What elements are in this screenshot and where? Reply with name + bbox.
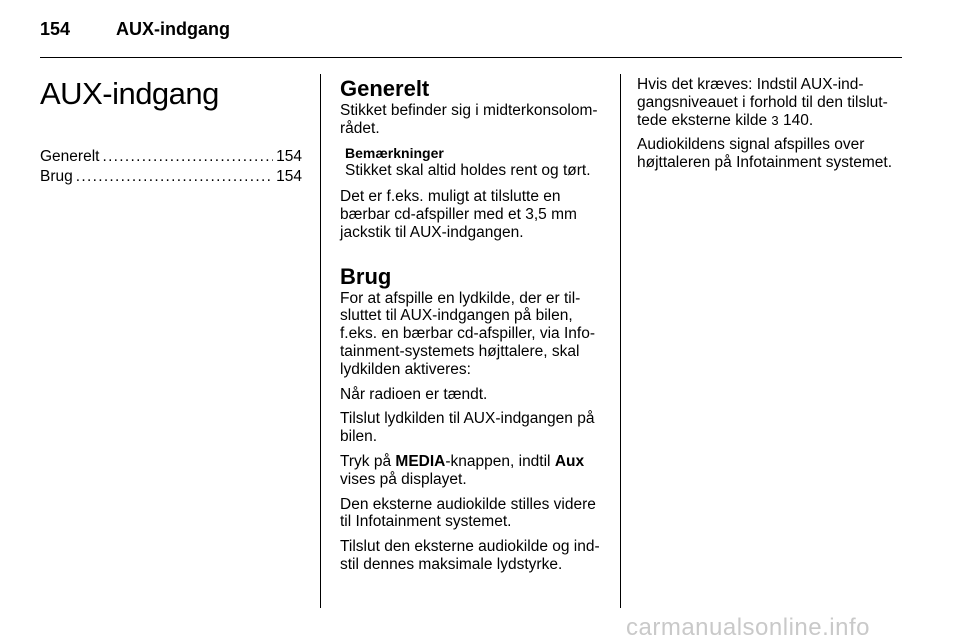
paragraph: Når radioen er tændt.	[340, 385, 488, 403]
note-title: Bemærkninger	[345, 144, 444, 161]
paragraph: Audiokildens signal afspilles over højttaleren på Infotainment systemet.	[637, 136, 893, 172]
text: Tryk på	[340, 452, 396, 470]
section-heading-use: Brug	[340, 263, 392, 289]
text: Hvis det kræves: Indstil AUX-ind-gangsniveauet i forhold til den tilslut-tede eksterne kilde	[637, 76, 888, 129]
paragraph: Stikket befinder sig i midterkonsolom-rådet.	[340, 102, 598, 137]
header-rule	[40, 57, 902, 58]
note-box	[340, 145, 604, 181]
note-text: Stikket skal altid holdes rent og tørt.	[345, 162, 591, 180]
text: -knappen, indtil	[445, 452, 555, 470]
toc-entry-label: Brug	[40, 167, 73, 185]
paragraph: Tilslut den eksterne audiokilde og ind-stil dennes maksimale lydstyrke.	[340, 538, 600, 573]
paragraph	[340, 453, 604, 489]
toc-leader-dots	[102, 148, 273, 166]
toc-entry[interactable]	[40, 168, 302, 186]
paragraph: Den eksterne audiokilde stilles videre til Infotainment systemet.	[340, 495, 596, 531]
toc-entry[interactable]	[40, 148, 302, 166]
right-column	[637, 76, 903, 179]
toc-entry-page: 154	[276, 148, 302, 165]
main-column	[340, 76, 604, 581]
page-header	[40, 19, 230, 40]
watermark: carmanualsonline.info	[626, 614, 870, 641]
toc-entry-page: 154	[276, 167, 302, 185]
column-divider	[620, 74, 621, 608]
page-reference-icon[interactable]: 3	[771, 112, 779, 128]
chapter-title: AUX-indgang	[40, 76, 219, 111]
aux-label: Aux	[554, 452, 585, 470]
toc-leader-dots	[76, 168, 273, 186]
toc-column	[40, 76, 302, 188]
media-button-label: MEDIA	[395, 452, 446, 470]
text: vises på displayet.	[340, 470, 467, 488]
paragraph: Tilslut lydkilden til AUX-indgangen på bilen.	[340, 410, 595, 446]
header-title: AUX-indgang	[116, 19, 230, 39]
toc-entry-label: Generelt	[40, 148, 100, 165]
section-heading-general: Generelt	[340, 76, 430, 101]
page-number: 154	[40, 19, 71, 39]
page-reference[interactable]: 140.	[778, 111, 814, 129]
paragraph	[637, 76, 903, 129]
column-divider	[320, 74, 321, 608]
paragraph: For at afspille en lydkilde, der er til-sluttet til AUX-indgangen på bilen, f.eks. en bærbar cd-afspiller, via Info-tainment-systemets højttalere, skal lydkilden aktiveres:	[340, 289, 596, 378]
paragraph: Det er f.eks. muligt at tilslutte en bærbar cd-afspiller med et 3,5 mm jackstik til AUX-indgangen.	[340, 188, 577, 241]
